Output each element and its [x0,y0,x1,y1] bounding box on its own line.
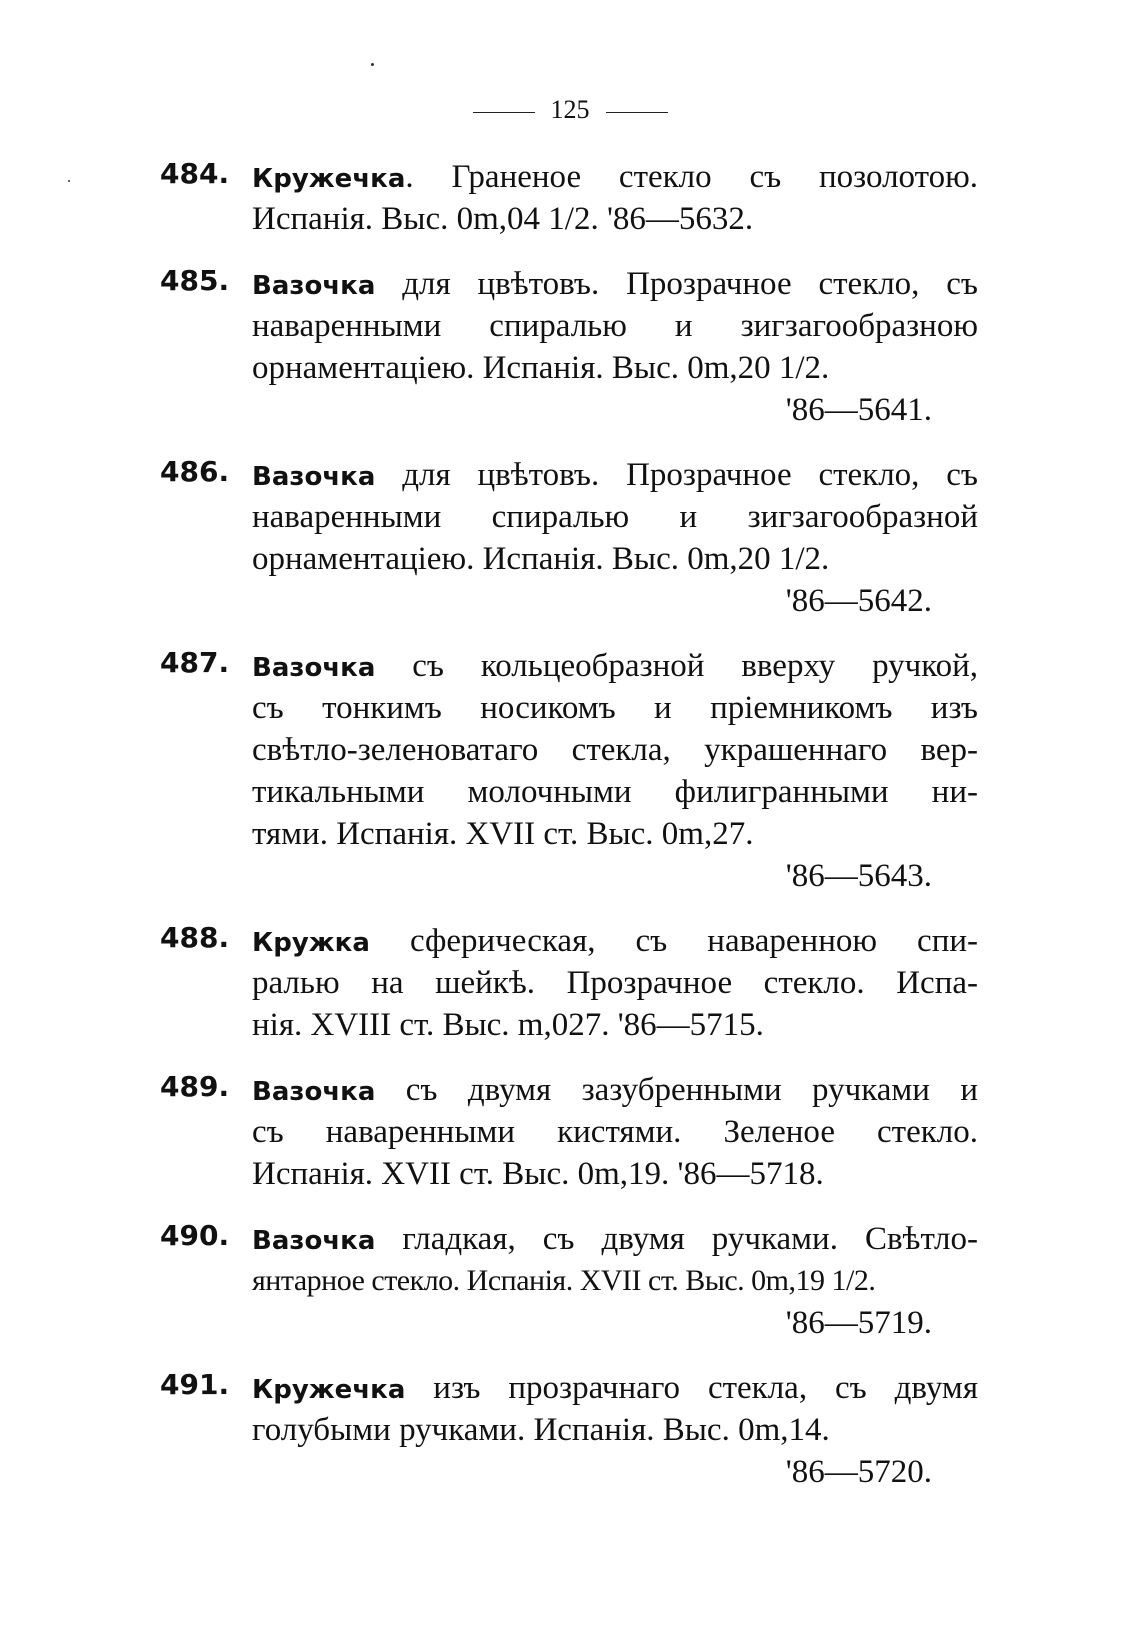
catalog-entry [160,920,978,1046]
catalog-entry [160,1069,978,1195]
entry-title: Вазочка [252,462,376,492]
entry-number: 485. [160,264,230,297]
entry-number: 484. [160,157,230,190]
entry-line: Кружка сферическая, съ наваренною спи- [252,923,979,959]
entry-line: Вазочка гладкая, съ двумя ручками. Свѣтло- [252,1221,979,1257]
entry-number: 490. [160,1219,230,1252]
entry-line: свѣтло-зеленоватаго стекла, украшеннаго вер- [252,732,978,768]
entry-line: наваренными спиралью и зигзагообразной [252,499,978,535]
entry-line: орнаментаціею. Испанія. Выс. 0m,20 1/2. [252,350,830,386]
entry-line: съ тонкимъ носикомъ и пріемникомъ изъ [252,690,978,726]
entry-line: ралью на шейкѣ. Прозрачное стекло. Испа- [252,965,978,1001]
print-speck [371,63,374,66]
catalog-entry [160,1218,978,1344]
entry-line: янтарное стекло. Испанія. XVII ст. Выс. 0m,19 1/2. [252,1264,876,1297]
entry-line: тикальными молочными филигранными ни- [252,774,978,810]
print-speck [68,180,70,182]
entry-number: 488. [160,921,230,954]
entry-title: Вазочка [252,653,376,683]
entry-line: Кружечка. Граненое стекло съ позолотою. [252,159,978,195]
catalog-entry [160,645,978,897]
entry-title: Вазочка [252,1077,376,1107]
entry-line: Кружечка изъ прозрачнаго стекла, съ двумя [252,1370,978,1406]
entry-line: орнаментаціею. Испанія. Выс. 0m,20 1/2. [252,541,830,577]
entry-line: наваренными спиралью и зигзагообразною [252,308,978,344]
catalog-entries [160,156,978,1516]
catalog-entry [160,1367,978,1493]
entry-number: 486. [160,455,230,488]
catalog-entry [160,156,978,240]
inventory-number: '86—5719. [785,1305,932,1341]
inventory-number: '86—5643. [785,858,932,894]
entry-number: 487. [160,646,230,679]
entry-title: Вазочка [252,271,376,301]
entry-line: Вазочка для цвѣтовъ. Прозрачное стекло, съ [252,457,978,493]
entry-title: Кружечка [252,1375,406,1405]
entry-number: 491. [160,1368,230,1401]
inventory-number: '86—5642. [785,583,932,619]
entry-line: Испанія. Выс. 0m,04 1/2. '86—5632. [252,201,754,237]
entry-line: съ наваренными кистями. Зеленое стекло. [252,1114,978,1150]
page-number: 125 [550,95,590,124]
entry-line: Испанія. XVII ст. Выс. 0m,19. '86—5718. [252,1156,824,1192]
entry-line: Вазочка съ кольцеобразной вверху ручкой, [252,648,979,684]
catalog-entry [160,263,978,431]
page-header [0,95,1140,125]
entry-line: голубыми ручками. Испанія. Выс. 0m,14. [252,1412,830,1448]
entry-title: Кружечка [252,164,406,194]
header-rule-left [473,112,535,113]
entry-line: нія. XVIII ст. Выс. m,027. '86—5715. [252,1007,764,1043]
entry-line: тями. Испанія. XVII ст. Выс. 0m,27. [252,816,754,852]
header-rule-right [606,112,668,113]
entry-title: Кружка [252,928,370,958]
entry-line: Вазочка съ двумя зазубренными ручками и [252,1072,978,1108]
catalog-entry [160,454,978,622]
entry-line: Вазочка для цвѣтовъ. Прозрачное стекло, съ [252,266,978,302]
inventory-number: '86—5720. [785,1454,932,1490]
inventory-number: '86—5641. [785,392,932,428]
entry-title: Вазочка [252,1226,376,1256]
entry-number: 489. [160,1070,230,1103]
